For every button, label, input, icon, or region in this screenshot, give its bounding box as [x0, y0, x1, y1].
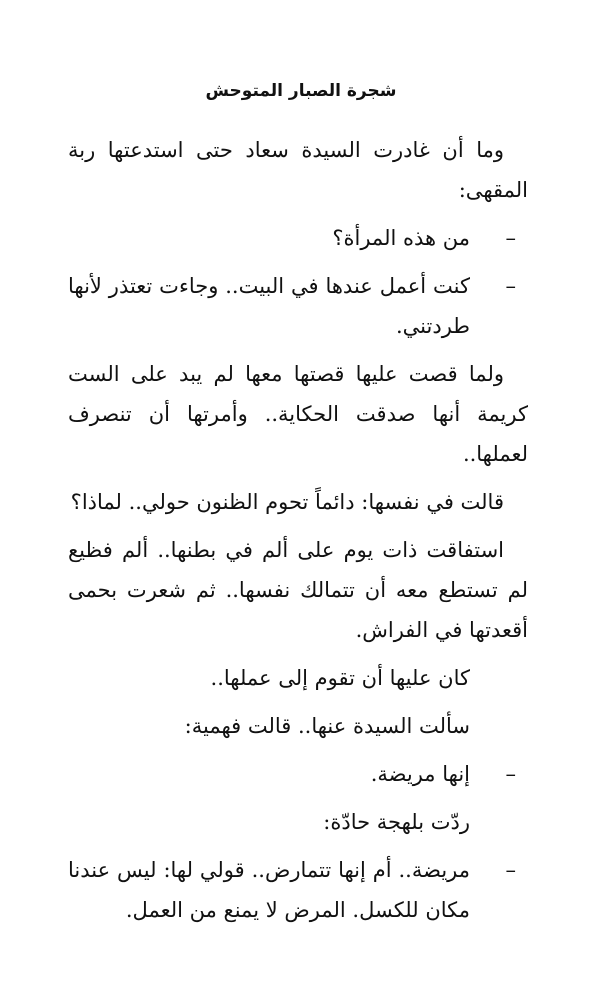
paragraph: ردّت بلهجة حادّة:: [323, 810, 470, 834]
dialogue-text: مريضة.. أم إنها تتمارض.. قولي لها: ليس عندنا مكان للكسل. المرض لا يمنع من العمل.: [68, 858, 470, 922]
paragraph: قالت في نفسها: دائماً تحوم الظنون حولي.. لماذا؟: [70, 490, 504, 514]
dialogue-dash: –: [505, 226, 516, 250]
paragraph: استفاقت ذات يوم على ألم في بطنها.. ألم فظيع لم تستطع معه أن تتمالك نفسها.. ثم شعرت بحمى أقعدتها في الفراش.: [68, 538, 528, 642]
dialogue-text: من هذه المرأة؟: [332, 226, 470, 250]
dialogue-dash: –: [505, 762, 516, 786]
dialogue-line: [68, 218, 528, 258]
dialogue-line: [68, 266, 528, 346]
chapter-title: شجرة الصبار المتوحش: [205, 81, 397, 101]
page-body: [68, 130, 528, 938]
dialogue-dash: –: [505, 858, 516, 882]
dialogue-line: [68, 754, 528, 794]
paragraph: كان عليها أن تقوم إلى عملها..: [210, 666, 470, 690]
paragraph: سألت السيدة عنها.. قالت فهمية:: [184, 714, 470, 738]
paragraph: ولما قصت عليها قصتها معها لم يبد على الست كريمة أنها صدقت الحكاية.. وأمرتها أن تنصرف لعملها..: [68, 362, 528, 466]
dialogue-dash: –: [505, 274, 516, 298]
dialogue-line: [68, 850, 528, 930]
dialogue-text: إنها مريضة.: [370, 762, 470, 786]
paragraph: وما أن غادرت السيدة سعاد حتى استدعتها ربة المقهى:: [68, 138, 528, 202]
dialogue-text: كنت أعمل عندها في البيت.. وجاءت تعتذر لأنها طردتني.: [68, 274, 470, 338]
